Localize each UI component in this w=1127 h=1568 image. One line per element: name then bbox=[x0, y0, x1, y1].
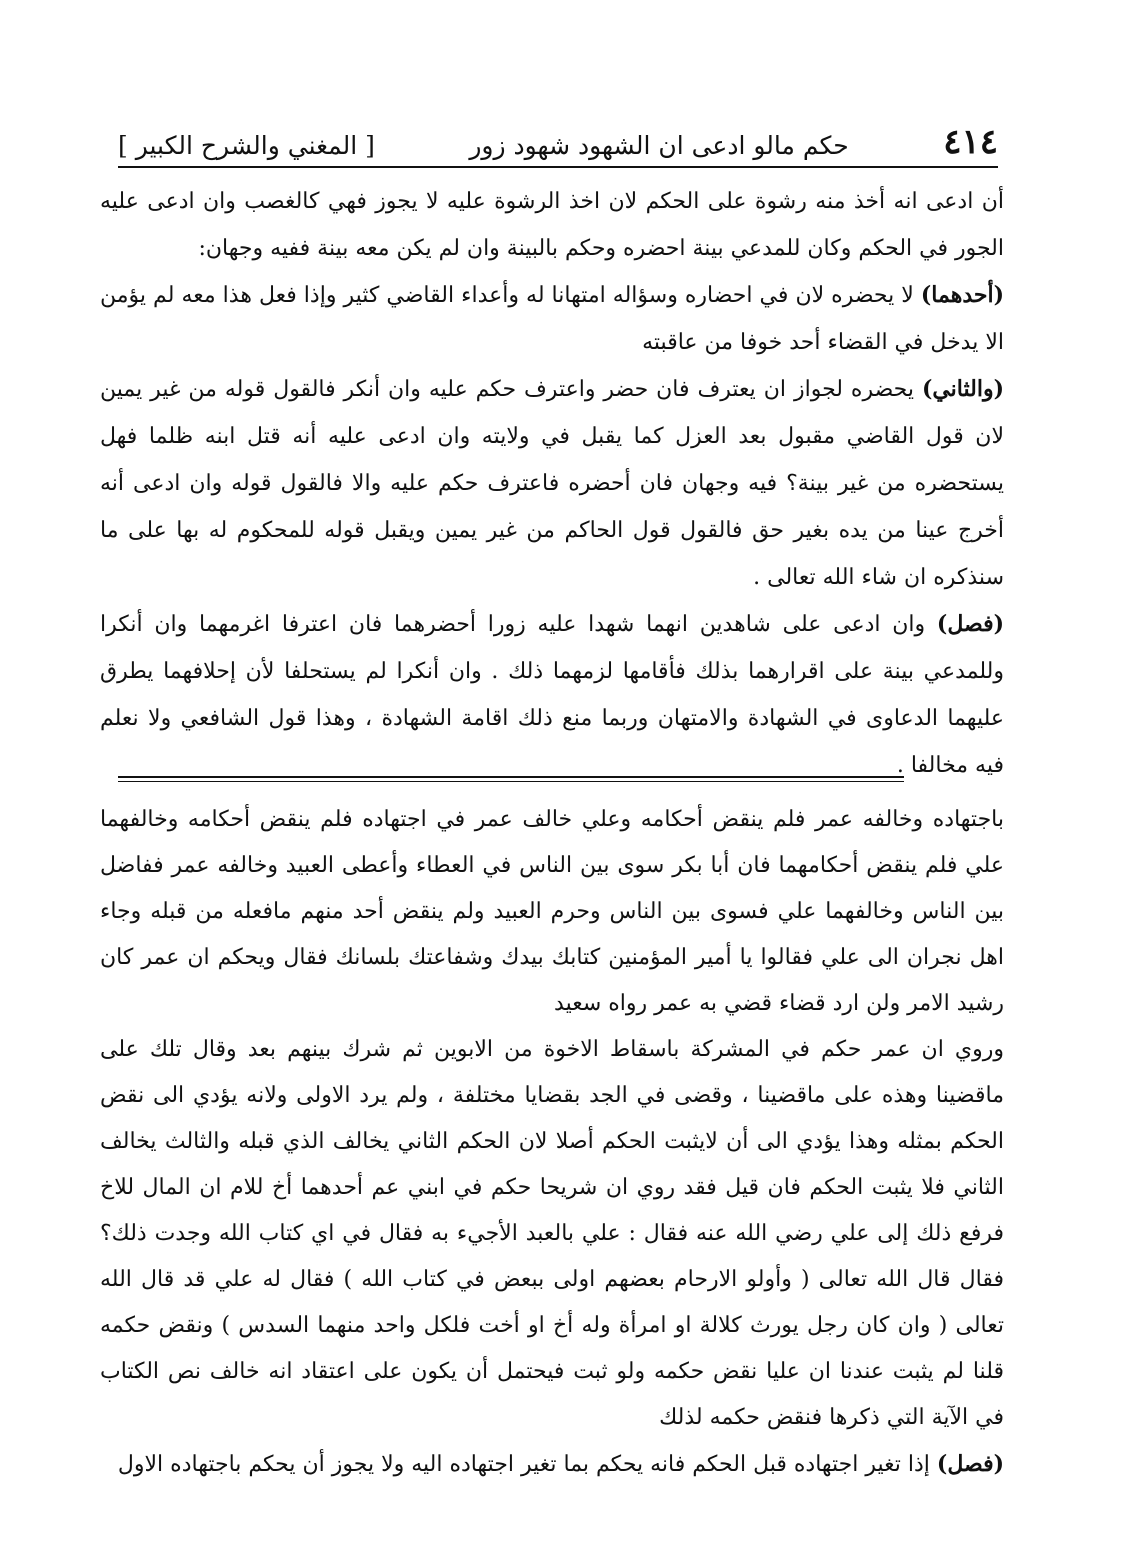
book-title: [ المغني والشرح الكبير ] bbox=[118, 131, 375, 160]
page-header bbox=[118, 118, 998, 168]
main-paragraph: أن ادعى انه أخذ منه رشوة على الحكم لان اخذ الرشوة عليه لا يجوز فهي كالغصب وان ادعى عليه الجور في الحكم وكان للمدعي بينة احضره وحكم بالبينة وان لم يكن معه بينة ففيه وجهان: bbox=[100, 189, 1004, 261]
main-paragraph bbox=[100, 272, 1004, 366]
paragraph-text: يحضره لجواز ان يعترف فان حضر واعترف حكم عليه وان أنكر فالقول قوله من غير يمين لان قول القاضي مقبول بعد العزل كما يقبل في ولايته وان ادعى عليه أنه قتل ابنه ظلما فهل يستحضره من غير بينة؟ فيه وجهان فان أحضره فاعترف حكم عليه والا فالقول قوله وان ادعى أنه أخرج عينا من يده بغير حق فالقول قول الحاكم من غير يمين ويقبل قوله للمحكوم له بها على ما سنذكره ان شاء الله تعالى . bbox=[100, 377, 1004, 590]
commentary-paragraph: باجتهاده وخالفه عمر فلم ينقض أحكامه وعلي خالف عمر في اجتهاده فلم ينقض أحكامه وخالفهما علي فلم ينقض أحكامهما فان أبا بكر سوى بين الناس في العطاء وأعطى العبيد وخالفه عمر ففاضل بين الناس وخالفهما علي فسوى بين الناس وحرم العبيد ولم ينقض أحد منهم مافعله من قبله وجاء اهل نجران الى علي فقالوا يا أمير المؤمنين كتابك بيدك وشفاعتك بلسانك فقال ويحكم ان عمر كان رشيد الامر ولن ارد قضاء قضي به عمر رواه سعيد bbox=[100, 807, 1004, 1016]
paragraph-heading: (أحدهما) bbox=[920, 282, 1004, 308]
paragraph-heading: (فصل) bbox=[936, 611, 1004, 637]
commentary-text bbox=[100, 797, 1004, 1488]
commentary-paragraph: وروي ان عمر حكم في المشركة باسقاط الاخوة من الابوين ثم شرك بينهم بعد وقال تلك على ماقضينا وهذه على ماقضينا ، وقضى في الجد بقضايا مختلفة ، ولم يرد الاولى ولانه يؤدي الى نقض الحكم بمثله وهذا يؤدي الى أن لايثبت الحكم أصلا لان الحكم الثاني يخالف الذي قبله والثالث يخالف الثاني فلا يثبت الحكم فان قيل فقد روي ان شريحا حكم في ابني عم أحدهما أخ للام ان المال للاخ فرفع ذلك إلى علي رضي الله عنه فقال : علي بالعبد الأجيء به فقال في اي كتاب الله وجدت ذلك؟ فقال قال الله تعالى ( وأولو الارحام بعضهم اولى ببعض في كتاب الله ) فقال له علي قد قال الله تعالى ( وان كان رجل يورث كلالة او امرأة وله أخ او أخت فلكل واحد منهما السدس ) ونقض حكمه قلنا لم يثبت عندنا ان عليا نقض حكمه ولو ثبت فيحتمل أن يكون على اعتقاد انه خالف نص الكتاب في الآية التي ذكرها فنقض حكمه لذلك bbox=[100, 1037, 1004, 1430]
commentary-paragraph bbox=[100, 1441, 1004, 1488]
main-paragraph bbox=[100, 366, 1004, 601]
section-divider bbox=[118, 776, 904, 778]
paragraph-text: لا يحضره لان في احضاره وسؤاله امتهانا له وأعداء القاضي كثير وإذا فعل هذا معه لم يؤمن الا يدخل في القضاء أحد خوفا من عاقبته bbox=[100, 283, 1004, 355]
main-text bbox=[100, 178, 1004, 789]
paragraph-heading: (والثاني) bbox=[921, 376, 1004, 402]
page-number: ٤١٤ bbox=[943, 122, 998, 162]
paragraph-text: إذا تغير اجتهاده قبل الحكم فانه يحكم بما تغير اجتهاده اليه ولا يجوز أن يحكم باجتهاده الاول bbox=[117, 1452, 930, 1477]
main-paragraph bbox=[100, 601, 1004, 789]
paragraph-heading: (فصل) bbox=[936, 1451, 1004, 1477]
paragraph-text: وان ادعى على شاهدين انهما شهدا عليه زورا أحضرهما فان اعترفا اغرمهما وان أنكرا وللمدعي بينة على اقرارهما بذلك فأقامها لزمهما ذلك . وان أنكرا لم يستحلفا لأن إحلافهما يطرق عليهما الدعاوى في الشهادة والامتهان وربما منع ذلك اقامة الشهادة ، وهذا قول الشافعي ولا نعلم فيه مخالفا . bbox=[100, 612, 1004, 778]
running-title: حكم مالو ادعى ان الشهود شهود زور bbox=[469, 131, 849, 160]
